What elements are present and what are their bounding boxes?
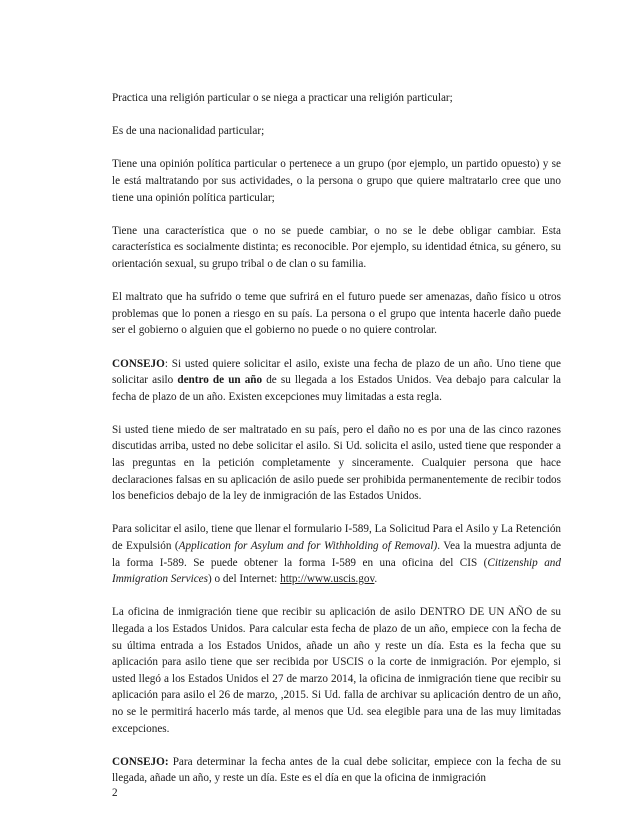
form-text-b: . Vea la muestra adjunta de la forma I-589. Se puede obtener la forma I-589 en una oficina del CIS ( [112, 540, 562, 569]
paragraph-religion: Practica una religión particular o se niega a practicar una religión particular; [112, 92, 453, 104]
form-text-c: ) o del Internet: [208, 573, 281, 586]
form-italic-b: Citizenship and Immigration Services [112, 556, 561, 586]
form-text-a: Para solicitar el asilo, tiene que llenar el formulario I-589, La Solicitud Para el Asilo y La Retención de Expulsión ( [112, 523, 561, 553]
form-text-d: . [374, 573, 378, 586]
paragraph-consejo-deadline [112, 356, 561, 406]
page-number: 2 [112, 787, 118, 799]
paragraph-one-year-deadline: La oficina de inmigración tiene que recibir su aplicación de asilo DENTRO DE UN AÑO de su llegada a los Estados Unidos. Para calcular esta fecha de plazo de un año, empiece con la fecha de su última entrada a los Estados Unidos, añade un año y reste un día. Esta es la fecha que su aplicación para asilo tiene que ser recibida por USCIS o la corte de inmigración. Por ejemplo, si usted llegó a los Estados Unidos el 27 de marzo 2014, la oficina de inmigración tiene que recibir su aplicación para asilo el 26 de marzo, ,2015. Si Ud. falla de archivar su aplicación dentro de un año, no se le permitirá hacerlo más tarde, al menos que Ud. sea elegible para una de las muy limitadas excepciones. [112, 606, 561, 735]
paragraph-political-opinion: Tiene una opinión política particular o pertenece a un grupo (por ejemplo, un partido opuesto) y se le está maltratando por sus actividades, o la persona o grupo que quiere maltratarlo cree que uno tiene una opinión política particular; [112, 158, 561, 204]
paragraph-form-i589 [112, 521, 561, 587]
consejo-text-a: : Si usted quiere solicitar el asilo, existe una fecha de plazo de un año. Uno tiene que solicitar asilo [112, 357, 561, 387]
consejo-emphasis: dentro de un año [177, 374, 263, 387]
paragraph-consejo-date [112, 754, 561, 787]
paragraph-harm: El maltrato que ha sufrido o teme que sufrirá en el futuro puede ser amenazas, daño físico u otros problemas que lo ponen a riesgo en su país. La persona o el grupo que intenta hacerle daño puede ser el gobierno o alguien que el gobierno no puede o no quiere controlar. [112, 291, 561, 337]
uscis-link[interactable]: http://www.uscis.gov [280, 573, 375, 586]
consejo-date-label: CONSEJO: [112, 755, 169, 768]
paragraph-other-reasons: Si usted tiene miedo de ser maltratado en su país, pero el daño no es por una de las cinco razones discutidas arriba, usted no debe solicitar el asilo. Si Ud. solicita el asilo, usted tiene que responder a las preguntas en la petición completamente y sinceramente. Cualquier persona que hace declaraciones falsas en su aplicación de asilo puede ser prohibida permanentemente de recibir todos los beneficios debajo de la ley de inmigración de las Estados Unidos. [112, 423, 561, 503]
document-body [112, 90, 561, 804]
consejo-text-b: de su llegada a los Estados Unidos. Vea debajo para calcular la fecha de plazo de un año. Existen excepciones muy limitadas a esta regla. [112, 374, 561, 403]
consejo-label: CONSEJO [112, 357, 165, 370]
paragraph-nationality: Es de una nacionalidad particular; [112, 125, 265, 138]
paragraph-characteristic: Tiene una característica que o no se puede cambiar, o no se le debe obligar cambiar. Esta característica es socialmente distinta; es reconocible. Por ejemplo, su identidad étnica, su género, su orientación sexual, su grupo tribal o de clan o su familia. [112, 224, 561, 270]
consejo-date-text: Para determinar la fecha antes de la cual debe solicitar, empiece con la fecha de su llegada, añade un año, y reste un día. Este es el día en que la oficina de inmigración [112, 755, 561, 785]
form-italic-a: Application for Asylum and for Withholding of Removal) [178, 540, 438, 553]
